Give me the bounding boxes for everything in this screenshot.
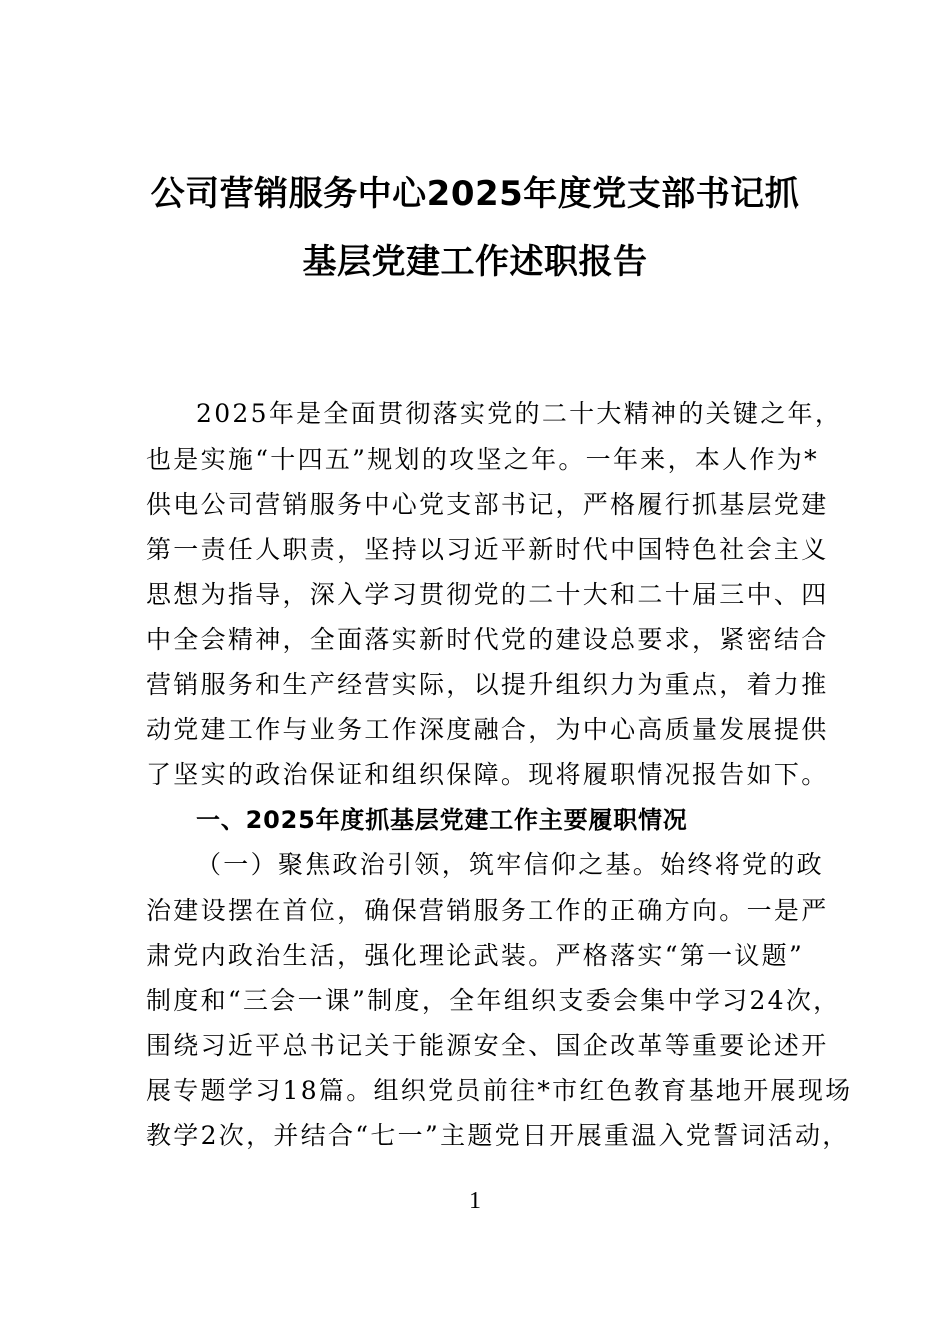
- section-line-2: 治建设摆在首位，确保营销服务工作的正确方向。一是严: [146, 896, 829, 925]
- section-heading: 一、2025年度抓基层党建工作主要履职情况: [196, 806, 688, 834]
- intro-line-9: 了坚实的政治保证和组织保障。现将履职情况报告如下。: [146, 760, 829, 789]
- section-line-7: 教学2次，并结合“七一”主题党日开展重温入党誓词活动，: [146, 1121, 850, 1150]
- intro-line-3: 供电公司营销服务中心党支部书记，严格履行抓基层党建: [146, 490, 829, 519]
- intro-line-1: 2025年是全面贯彻落实党的二十大精神的关键之年，: [196, 399, 843, 428]
- intro-line-5: 思想为指导，深入学习贯彻党的二十大和二十届三中、四: [146, 580, 829, 609]
- document-title-line-1: 公司营销服务中心2025年度党支部书记抓: [150, 174, 800, 214]
- section-line-3: 肃党内政治生活，强化理论武装。严格落实“第一议题”: [146, 941, 805, 970]
- section-line-5: 围绕习近平总书记关于能源安全、国企改革等重要论述开: [146, 1031, 829, 1060]
- section-line-1: （一）聚焦政治引领，筑牢信仰之基。始终将党的政: [196, 850, 824, 879]
- intro-line-4: 第一责任人职责，坚持以习近平新时代中国特色社会主义: [146, 535, 829, 564]
- page-number: 1: [469, 1188, 481, 1214]
- intro-line-8: 动党建工作与业务工作深度融合，为中心高质量发展提供: [146, 715, 829, 744]
- document-title-line-2: 基层党建工作述职报告: [302, 242, 648, 282]
- intro-line-2: 也是实施“十四五”规划的攻坚之年。一年来，本人作为*: [146, 445, 819, 474]
- intro-line-6: 中全会精神，全面落实新时代党的建设总要求，紧密结合: [146, 625, 829, 654]
- section-line-4: 制度和“三会一课”制度，全年组织支委会集中学习24次，: [146, 986, 841, 1015]
- section-line-6: 展专题学习18篇。组织党员前往*市红色教育基地开展现场: [146, 1076, 853, 1105]
- intro-line-7: 营销服务和生产经营实际，以提升组织力为重点，着力推: [146, 670, 829, 699]
